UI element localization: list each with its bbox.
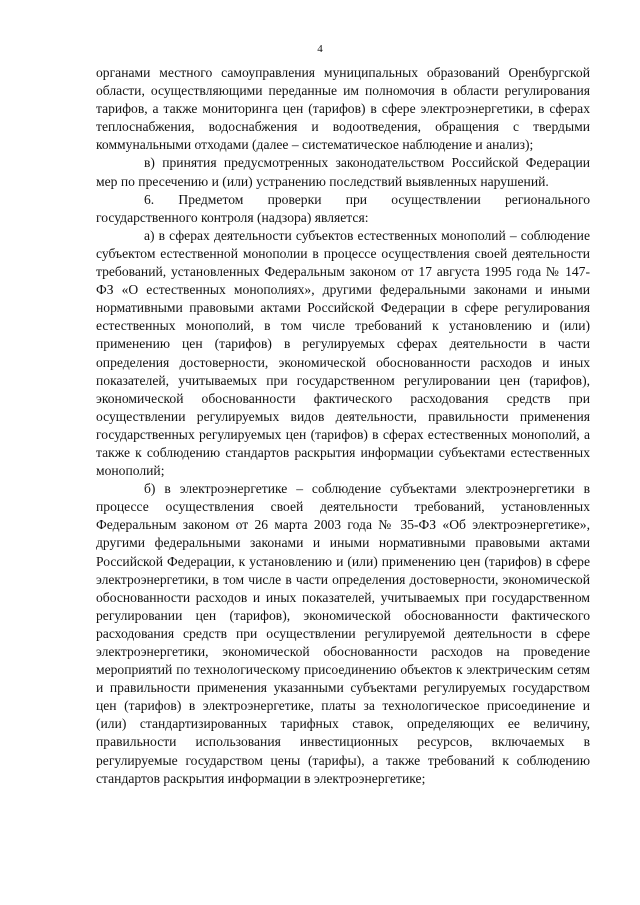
paragraph-item-b: б) в электроэнергетике – соблюдение субъектами электроэнергетики в процессе осуществления своей деятельности требований, установленных Федеральным законом от 26 марта 2003 года № 35-ФЗ «Об электроэнергетике», другими федеральными законами и иными нормативными правовыми актами Российской Федерации, к установлению и (или) применению цен (тарифов) в сфере электроэнергетики, в том числе в части определения достоверности, экономической обоснованности расходов и иных показателей, учитываемых при государственном регулировании цен (тарифов), экономической обоснованности фактического расходования средств при осуществлении регулируемой деятельности в сфере электроэнергетики, экономической обоснованности расходов на проведение мероприятий по технологическому присоединению объектов к электрическим сетям и правильности применения указанными субъектами регулируемых государством цен (тарифов) в электроэнергетике, платы за технологическое присоединение и (или) стандартизированных тарифных ставок, определяющих ее величину, правильности использования инвестиционных ресурсов, включаемых в регулируемые государством цены (тарифы), а также требований к соблюдению стандартов раскрытия информации в электроэнергетике; bbox=[96, 481, 590, 786]
document-body bbox=[96, 64, 590, 788]
page-number: 4 bbox=[317, 43, 323, 55]
paragraph-section-6: 6. Предметом проверки при осуществлении регионального государственного контроля (надзора) является: bbox=[96, 191, 590, 225]
paragraph-continuation: органами местного самоуправления муниципальных образований Оренбургской области, осуществляющими переданные им полномочия в области регулирования тарифов, а также мониторинга цен (тарифов) в сфере электроэнергетики, в сферах теплоснабжения, водоснабжения и водоотведения, обращения с твердыми коммунальными отходами (далее – систематическое наблюдение и анализ); bbox=[96, 65, 590, 153]
paragraph-item-a: а) в сферах деятельности субъектов естественных монополий – соблюдение субъектом естественной монополии в процессе осуществления своей деятельности требований, установленных Федеральным законом от 17 августа 1995 года № 147-ФЗ «О естественных монополиях», другими федеральными законами и иными нормативными правовыми актами Российской Федерации в сфере регулирования естественных монополий, в том числе требований к установлению и (или) применению цен (тарифов) в регулируемых сферах деятельности в части определения достоверности, экономической обоснованности расходов и иных показателей, учитываемых при государственном регулировании цен (тарифов), экономической обоснованности фактического расходования средств при осуществлении регулируемых видов деятельности, правильности применения государственных регулируемых цен (тарифов) в сферах естественных монополий, а также к соблюдению стандартов раскрытия информации субъектами естественных монополий; bbox=[96, 227, 590, 479]
paragraph-item-v: в) принятия предусмотренных законодательством Российской Федерации мер по пресечению и (или) устранению последствий выявленных нарушений. bbox=[96, 155, 590, 189]
